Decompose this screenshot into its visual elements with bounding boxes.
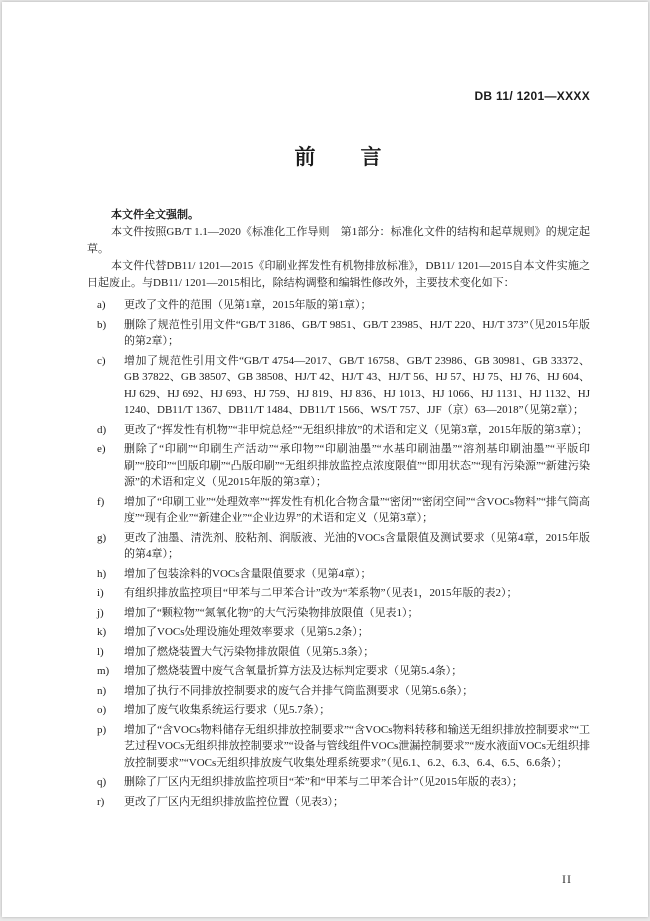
- item-text: 增加了燃烧装置大气污染物排放限值（见第5.3条）；: [124, 645, 375, 658]
- paragraph-replacement: 本文件代替DB11/ 1201—2015《印刷业挥发性有机物排放标准》，DB11/ 1201—2015自本文件实施之日起废止。与DB11/ 1201—2015相比，除结构调整和编辑性修改外，主要技术变化如下：: [87, 260, 590, 289]
- item-marker: d): [97, 423, 107, 436]
- item-marker: p): [97, 723, 107, 736]
- paragraph-mandatory: 本文件全文强制。: [111, 209, 199, 221]
- change-list: [87, 297, 590, 810]
- item-text: 有组织排放监控项目“甲苯与二甲苯合计”改为“苯系物”（见表1，2015年版的表2）；: [124, 587, 518, 599]
- item-marker: m): [97, 665, 110, 677]
- item-text: 增加了燃烧装置中废气含氧量折算方法及达标判定要求（见第5.4条）；: [124, 665, 463, 677]
- item-text: 更改了“挥发性有机物”“非甲烷总烃”“无组织排放”的术语和定义（见第3章，2015年版的第3章）；: [124, 423, 588, 436]
- item-marker: a): [97, 299, 106, 311]
- list-item: [97, 605, 590, 622]
- item-marker: g): [97, 531, 107, 544]
- item-text: 增加了VOCs处理设施处理效率要求（见第5.2条）；: [124, 626, 369, 638]
- item-text: 增加了执行不同排放控制要求的废气合并排气筒监测要求（见第5.6条）；: [124, 684, 474, 697]
- list-item: [97, 566, 590, 583]
- item-marker: r): [97, 795, 105, 808]
- list-item: [97, 297, 590, 314]
- item-marker: i): [97, 587, 104, 599]
- item-marker: c): [97, 354, 106, 367]
- list-item: [97, 353, 590, 419]
- item-marker: n): [97, 684, 107, 697]
- list-item: [97, 441, 590, 491]
- standard-code: DB 11/ 1201—XXXX: [474, 89, 590, 103]
- item-text: 增加了“颗粒物”“氮氧化物”的大气污染物排放限值（见表1）；: [124, 606, 419, 619]
- item-text: 增加了包装涂料的VOCs含量限值要求（见第4章）；: [124, 567, 372, 580]
- list-item: [97, 702, 590, 719]
- page-number: II: [562, 872, 572, 886]
- item-marker: q): [97, 776, 107, 788]
- item-marker: o): [97, 704, 107, 716]
- item-text: 更改了油墨、清洗剂、胶粘剂、润版液、光油的VOCs含量限值及测试要求（见第4章，2015年版的第4章）；: [124, 531, 590, 560]
- item-marker: j): [97, 606, 104, 619]
- item-text: 增加了规范性引用文件“GB/T 4754—2017、GB/T 16758、GB/T 23986、GB 30981、GB 33372、GB 37822、GB 38507、GB 38508、HJ/T 42、HJ/T 43、HJ/T 56、HJ 57、HJ 75、HJ 76、HJ 604、HJ 629、HJ 692、HJ 693、HJ 759、HJ 819、HJ 836、HJ 1013、HJ 1066、HJ 1131、HJ 1132、HJ 1240、DB11/T 1367、DB11/T 1484、DB11/T 1566、WS/T 757、JJF（京）63—2018”（见第2章）；: [124, 354, 590, 416]
- item-text: 增加了“含VOCs物料储存无组织排放控制要求”“含VOCs物料转移和输送无组织排放控制要求”“工艺过程VOCs无组织排放控制要求”“设备与管线组件VOCs泄漏控制要求”“废水液面VOCs无组织排放控制要求”“VOCs无组织排放废气收集处理系统要求”（见6.1、6.2、6.3、6.4、6.5、6.6条）；: [124, 723, 590, 769]
- list-item: [97, 585, 590, 602]
- foreword-body: [87, 207, 590, 810]
- list-item: [97, 794, 590, 811]
- item-marker: f): [97, 495, 105, 508]
- item-marker: k): [97, 626, 107, 638]
- list-item: [97, 317, 590, 350]
- item-text: 删除了规范性引用文件“GB/T 3186、GB/T 9851、GB/T 23985、HJ/T 220、HJ/T 373”（见2015年版的第2章）；: [124, 318, 590, 347]
- item-marker: b): [97, 318, 107, 331]
- paragraph-drafting: 本文件按照GB/T 1.1—2020《标准化工作导则 第1部分：标准化文件的结构和起草规则》的规定起草。: [87, 226, 590, 255]
- list-item: [97, 494, 590, 527]
- list-item: [97, 644, 590, 661]
- item-text: 删除了厂区内无组织排放监控项目“苯”和“甲苯与二甲苯合计”（见2015年版的表3）；: [124, 776, 524, 788]
- page-header: [87, 88, 590, 105]
- foreword-title: 前 言: [294, 146, 383, 169]
- document-page: [2, 2, 648, 917]
- list-item: [97, 663, 590, 680]
- list-item: [97, 722, 590, 772]
- item-text: 更改了厂区内无组织排放监控位置（见表3）；: [124, 795, 344, 808]
- item-text: 更改了文件的范围（见第1章，2015年版的第1章）；: [124, 299, 372, 311]
- item-text: 删除了“印刷”“印刷生产活动”“承印物”“印刷油墨”“水基印刷油墨”“溶剂基印刷油墨”“平版印刷”“胶印”“凹版印刷”“凸版印刷”“无组织排放监控点浓度限值”“即用状态”“现有污染源”“新建污染源”的术语和定义（见2015年版的第3章）；: [124, 443, 590, 488]
- item-text: 增加了“印刷工业”“处理效率”“挥发性有机化合物含量”“密闭”“密闭空间”“含VOCs物料”“排气筒高度”“现有企业”“新建企业”“企业边界”的术语和定义（见第3章）；: [124, 495, 590, 524]
- list-item: [97, 422, 590, 439]
- item-marker: l): [97, 645, 104, 658]
- item-marker: e): [97, 443, 106, 455]
- item-text: 增加了废气收集系统运行要求（见5.7条）；: [124, 704, 331, 716]
- list-item: [97, 624, 590, 641]
- list-item: [97, 774, 590, 791]
- list-item: [97, 530, 590, 563]
- list-item: [97, 683, 590, 700]
- item-marker: h): [97, 567, 107, 580]
